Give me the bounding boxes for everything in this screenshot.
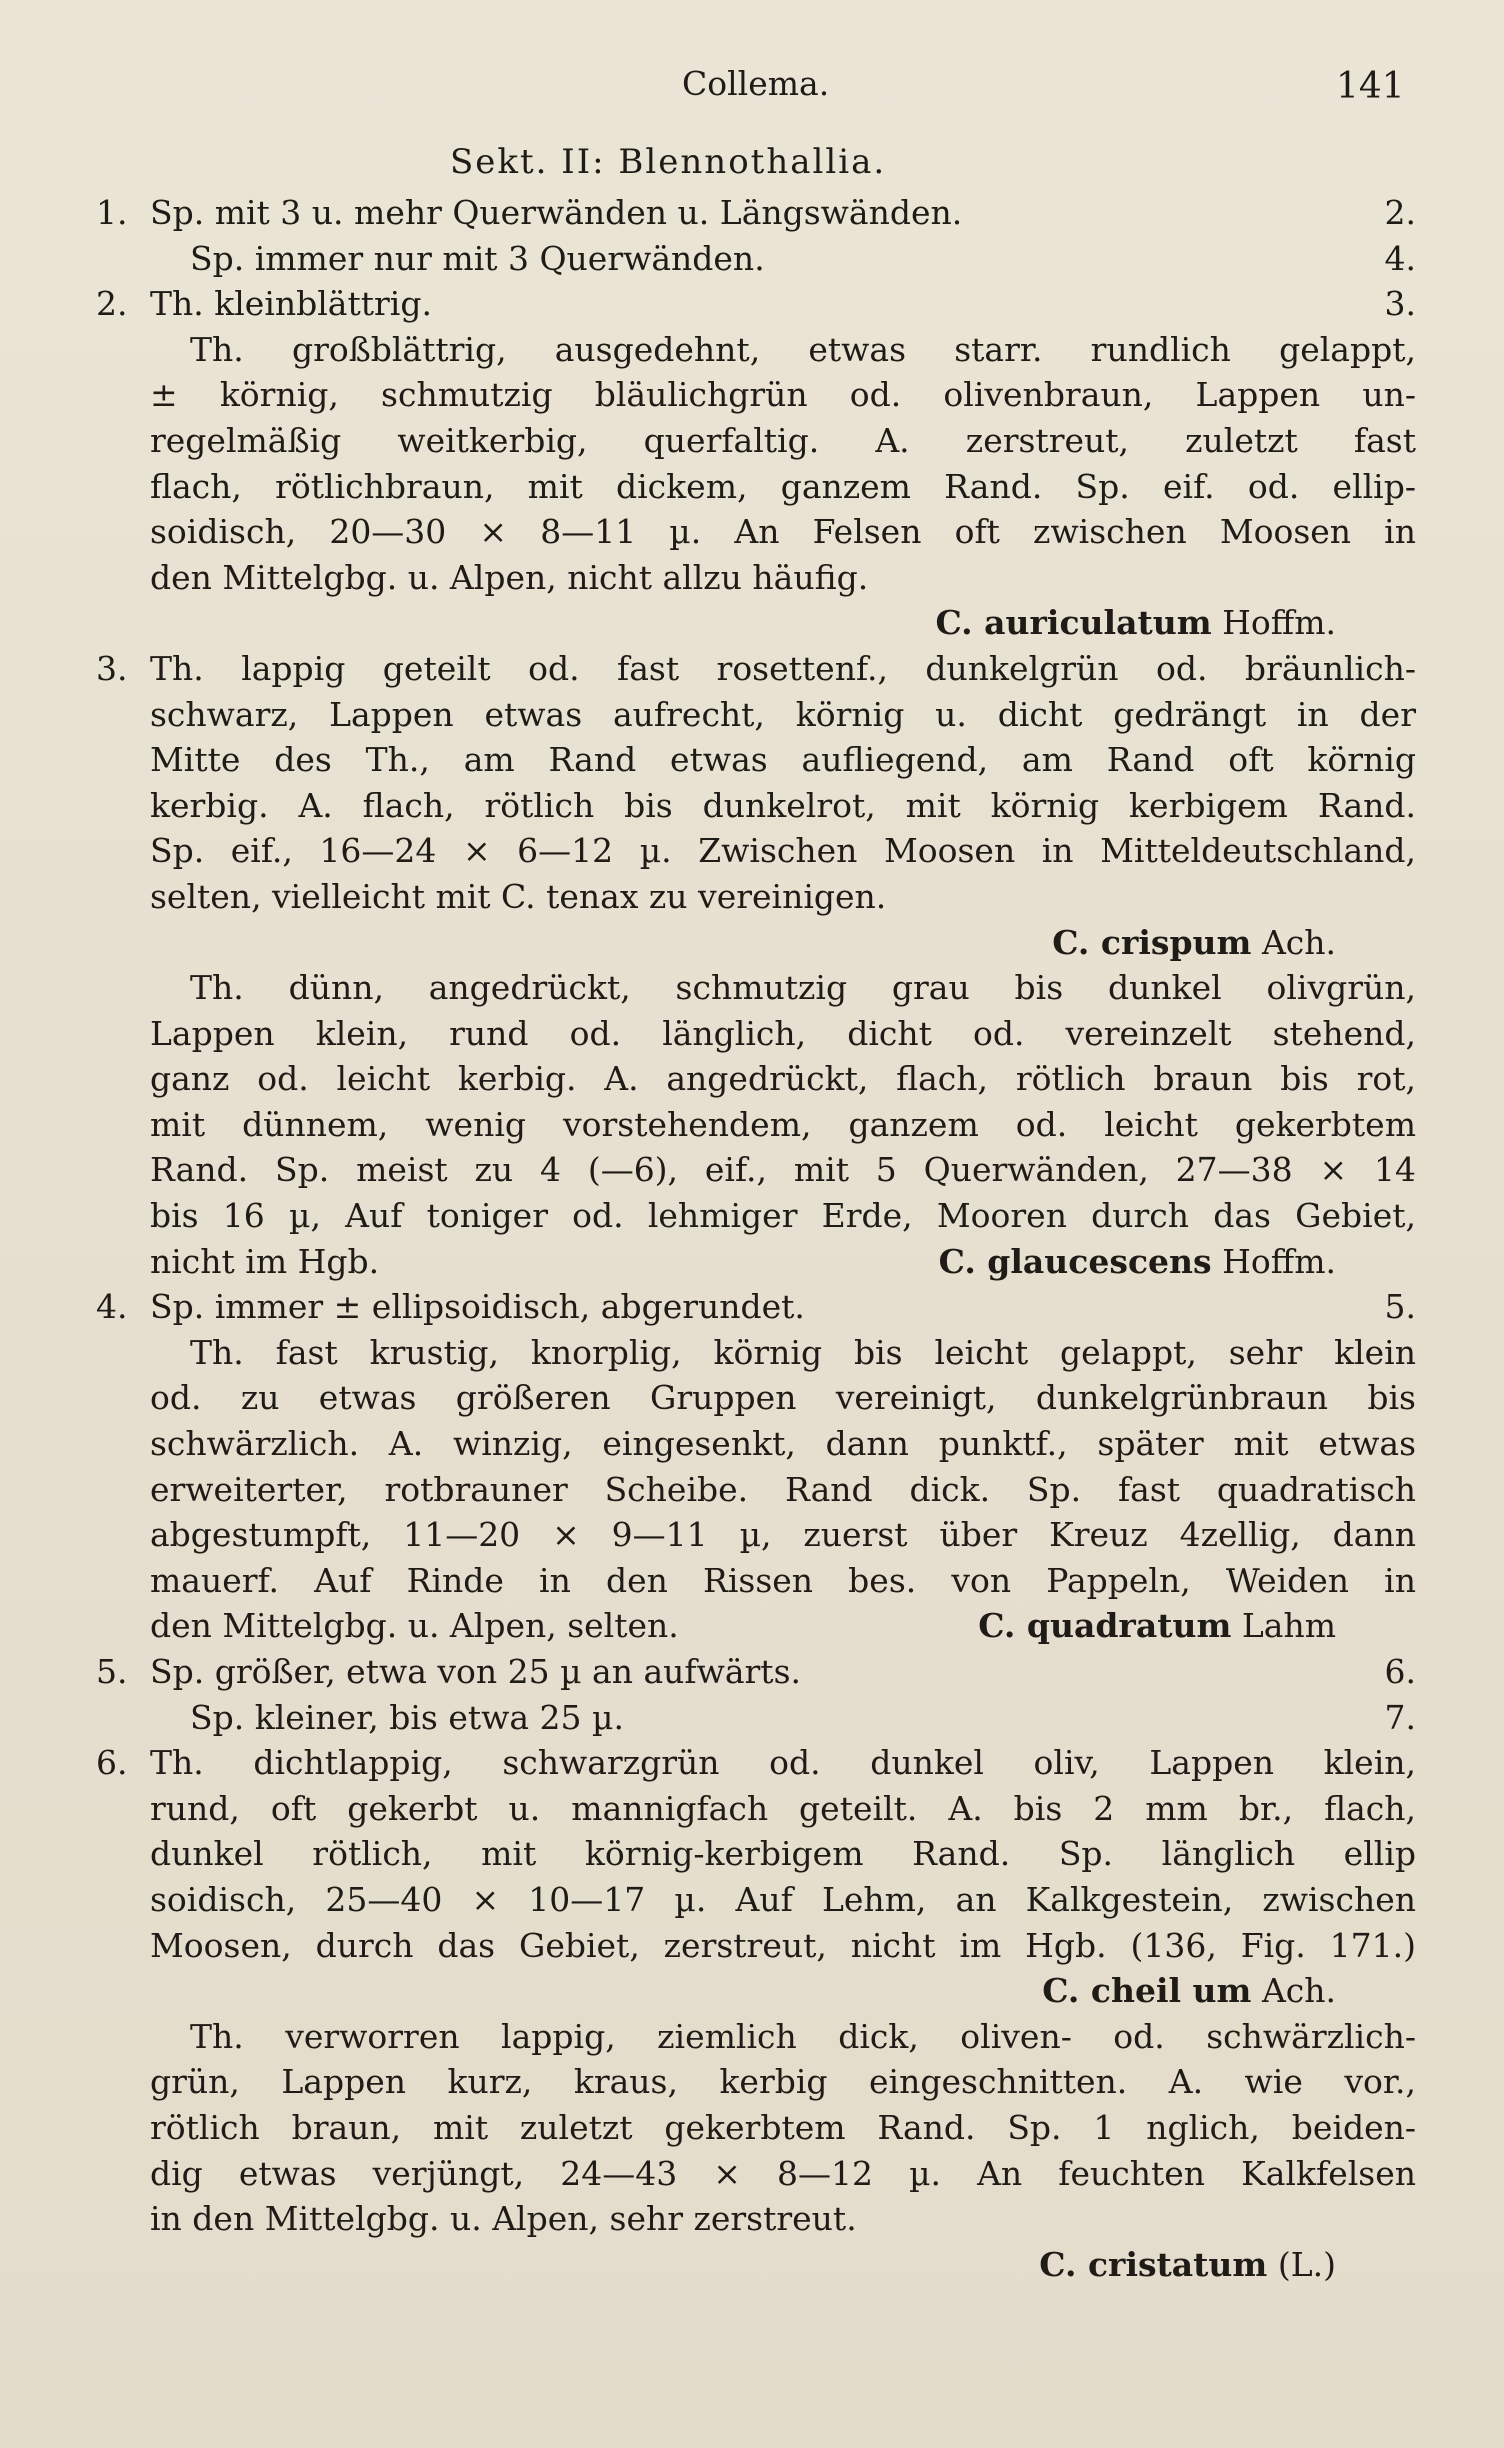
couplet-number: 2.	[96, 284, 128, 324]
species-author: Hoffm.	[1222, 603, 1336, 643]
text-line	[0, 1056, 1504, 1102]
page-number: 141	[1336, 66, 1405, 107]
species-binomial: C. crispum	[1052, 922, 1252, 962]
line-text: abgestumpft, 11—20 × 9—11 µ, zuerst über Kreuz 4zellig, dann	[150, 1515, 1416, 1555]
species-binomial: C. cheil um	[1042, 1971, 1252, 2011]
text-line	[0, 1831, 1504, 1877]
text-line	[0, 692, 1504, 738]
species-binomial: C. glaucescens	[938, 1241, 1212, 1281]
line-text: Moosen, durch das Gebiet, zerstreut, nicht im Hgb. (136, Fig. 171.)	[150, 1925, 1416, 1965]
line-text: Sp. größer, etwa von 25 µ an aufwärts.	[150, 1652, 801, 1691]
text-line	[0, 1193, 1504, 1239]
couplet-number: 1.	[96, 193, 128, 232]
text-line	[0, 1102, 1504, 1148]
line-text: Th. dichtlappig, schwarzgrün od. dunkel oliv, Lappen klein,	[150, 1743, 1416, 1783]
line-text: Sp. kleiner, bis etwa 25 µ.	[190, 1697, 624, 1737]
key-text	[0, 190, 1504, 2287]
line-text: regelmäßig weitkerbig, querfaltig. A. zerstreut, zuletzt fast	[150, 420, 1416, 460]
couplet-number: 4.	[96, 1287, 128, 1327]
text-line	[0, 1877, 1504, 1923]
text-line	[0, 190, 1504, 236]
text-line	[0, 1923, 1504, 1969]
line-text: Th. fast krustig, knorplig, körnig bis leicht gelappt, sehr klein	[190, 1332, 1416, 1372]
species-name	[1042, 1968, 1336, 2014]
lead-number: 5.	[1384, 1287, 1416, 1327]
text-line	[0, 555, 1504, 601]
lead-number: 7.	[1384, 1697, 1416, 1737]
line-text: Sp. mit 3 u. mehr Querwänden u. Längswänden.	[150, 193, 963, 232]
text-line	[0, 418, 1504, 464]
line-text: dig etwas verjüngt, 24—43 × 8—12 µ. An feuchten Kalkfelsen	[150, 2153, 1416, 2193]
text-line	[0, 1558, 1504, 1604]
species-author: (L.)	[1277, 2244, 1336, 2284]
species-name	[1039, 2242, 1336, 2288]
text-line	[0, 2059, 1504, 2105]
line-text: grün, Lappen kurz, kraus, kerbig eingeschnitten. A. wie vor.,	[150, 2062, 1416, 2102]
text-line	[0, 2151, 1504, 2197]
section-title: Sekt. II: Blennothallia.	[450, 142, 887, 182]
line-text: Th. großblättrig, ausgedehnt, etwas starr. rundlich gelappt,	[190, 329, 1416, 369]
line-text: kerbig. A. flach, rötlich bis dunkelrot, mit körnig kerbigem Rand.	[150, 785, 1416, 825]
text-line	[0, 1695, 1504, 1741]
species-name	[939, 1239, 1336, 1285]
species-name	[978, 1603, 1336, 1649]
text-line	[0, 2014, 1504, 2060]
text-line	[0, 1512, 1504, 1558]
line-text: Lappen klein, rund od. länglich, dicht od. vereinzelt stehend,	[150, 1013, 1416, 1053]
text-line	[0, 828, 1504, 874]
text-line	[0, 1147, 1504, 1193]
line-text: Sp. eif., 16—24 × 6—12 µ. Zwischen Moosen in Mitteldeutschland,	[150, 831, 1416, 871]
text-line	[0, 1330, 1504, 1376]
species-author: Hoffm.	[1222, 1241, 1336, 1281]
text-line	[0, 327, 1504, 373]
line-text: Th. lappig geteilt od. fast rosettenf., dunkelgrün od. bräunlich-	[150, 648, 1416, 688]
text-line	[0, 783, 1504, 829]
text-line	[0, 509, 1504, 555]
species-author: Ach.	[1261, 1971, 1336, 2011]
text-line	[0, 965, 1504, 1011]
couplet-number: 3.	[96, 648, 128, 688]
line-text: Th. kleinblättrig.	[150, 284, 432, 324]
text-line	[0, 1011, 1504, 1057]
text-line	[0, 1968, 1504, 2014]
line-text: schwärzlich. A. winzig, eingesenkt, dann punktf., später mit etwas	[150, 1424, 1416, 1464]
couplet-number: 5.	[96, 1652, 128, 1691]
text-line	[0, 737, 1504, 783]
page-header	[0, 58, 1504, 118]
line-text: den Mittelgbg. u. Alpen, nicht allzu häufig.	[150, 557, 869, 597]
line-text: dunkel rötlich, mit körnig-kerbigem Rand. Sp. länglich ellip	[150, 1834, 1416, 1874]
species-name	[936, 600, 1337, 646]
species-author: Lahm	[1241, 1606, 1336, 1646]
species-binomial: C. cristatum	[1039, 2244, 1268, 2284]
text-line	[0, 1375, 1504, 1421]
species-binomial: C. quadratum	[978, 1606, 1232, 1646]
line-text: Sp. immer ± ellipsoidisch, abgerundet.	[150, 1287, 805, 1327]
line-text: bis 16 µ, Auf toniger od. lehmiger Erde, Mooren durch das Gebiet,	[150, 1196, 1416, 1236]
text-line	[0, 281, 1504, 327]
text-line	[0, 2105, 1504, 2151]
line-text: rötlich braun, mit zuletzt gekerbtem Rand. Sp. 1 nglich, beiden-	[150, 2107, 1416, 2147]
line-text: den Mittelgbg. u. Alpen, selten.	[150, 1606, 679, 1646]
line-text: Mitte des Th., am Rand etwas aufliegend, am Rand oft körnig	[150, 740, 1416, 780]
line-text: Sp. immer nur mit 3 Querwänden.	[190, 238, 765, 278]
line-text: selten, vielleicht mit C. tenax zu vereinigen.	[150, 876, 887, 916]
line-text: mauerf. Auf Rinde in den Rissen bes. von Pappeln, Weiden in	[150, 1560, 1416, 1600]
line-text: flach, rötlichbraun, mit dickem, ganzem Rand. Sp. eif. od. ellip-	[150, 466, 1416, 506]
text-line	[0, 1649, 1504, 1695]
text-line	[0, 920, 1504, 966]
line-text: od. zu etwas größeren Gruppen vereinigt, dunkelgrünbraun bis	[150, 1378, 1416, 1418]
text-line	[0, 1740, 1504, 1786]
species-binomial: C. auriculatum	[935, 603, 1212, 643]
line-text: mit dünnem, wenig vorstehendem, ganzem od. leicht gekerbtem	[150, 1104, 1416, 1144]
text-line	[0, 1603, 1504, 1649]
line-text: ganz od. leicht kerbig. A. angedrückt, flach, rötlich braun bis rot,	[150, 1059, 1416, 1099]
line-text: schwarz, Lappen etwas aufrecht, körnig u. dicht gedrängt in der	[150, 694, 1416, 734]
line-text: Th. verworren lappig, ziemlich dick, oliven- od. schwärzlich-	[190, 2016, 1416, 2056]
text-line	[0, 236, 1504, 282]
lead-number: 3.	[1384, 284, 1416, 324]
line-text: nicht im Hgb.	[150, 1241, 380, 1281]
text-line	[0, 2196, 1504, 2242]
text-line	[0, 464, 1504, 510]
text-line	[0, 1239, 1504, 1285]
text-line	[0, 372, 1504, 418]
couplet-number: 6.	[96, 1743, 128, 1783]
lead-number: 6.	[1384, 1652, 1416, 1691]
line-text: soidisch, 25—40 × 10—17 µ. Auf Lehm, an Kalkgestein, zwischen	[150, 1879, 1416, 1919]
text-line	[0, 600, 1504, 646]
text-line	[0, 874, 1504, 920]
line-text: Rand. Sp. meist zu 4 (—6), eif., mit 5 Querwänden, 27—38 × 14	[150, 1150, 1416, 1190]
species-author: Ach.	[1261, 922, 1336, 962]
text-line	[0, 1284, 1504, 1330]
text-line	[0, 1421, 1504, 1467]
lead-number: 4.	[1384, 238, 1416, 278]
running-title: Collema.	[682, 64, 830, 103]
text-line	[0, 1467, 1504, 1513]
line-text: rund, oft gekerbt u. mannigfach geteilt. A. bis 2 mm br., flach,	[150, 1788, 1416, 1828]
line-text: soidisch, 20—30 × 8—11 µ. An Felsen oft zwischen Moosen in	[150, 512, 1416, 552]
text-line	[0, 646, 1504, 692]
line-text: erweiterter, rotbrauner Scheibe. Rand dick. Sp. fast quadratisch	[150, 1469, 1416, 1509]
line-text: ± körnig, schmutzig bläulichgrün od. olivenbraun, Lappen un-	[150, 375, 1416, 415]
text-line	[0, 2242, 1504, 2288]
text-line	[0, 1786, 1504, 1832]
species-name	[1052, 920, 1336, 966]
line-text: in den Mittelgbg. u. Alpen, sehr zerstreut.	[150, 2199, 857, 2239]
line-text: Th. dünn, angedrückt, schmutzig grau bis dunkel olivgrün,	[190, 968, 1416, 1008]
lead-number: 2.	[1384, 193, 1416, 232]
